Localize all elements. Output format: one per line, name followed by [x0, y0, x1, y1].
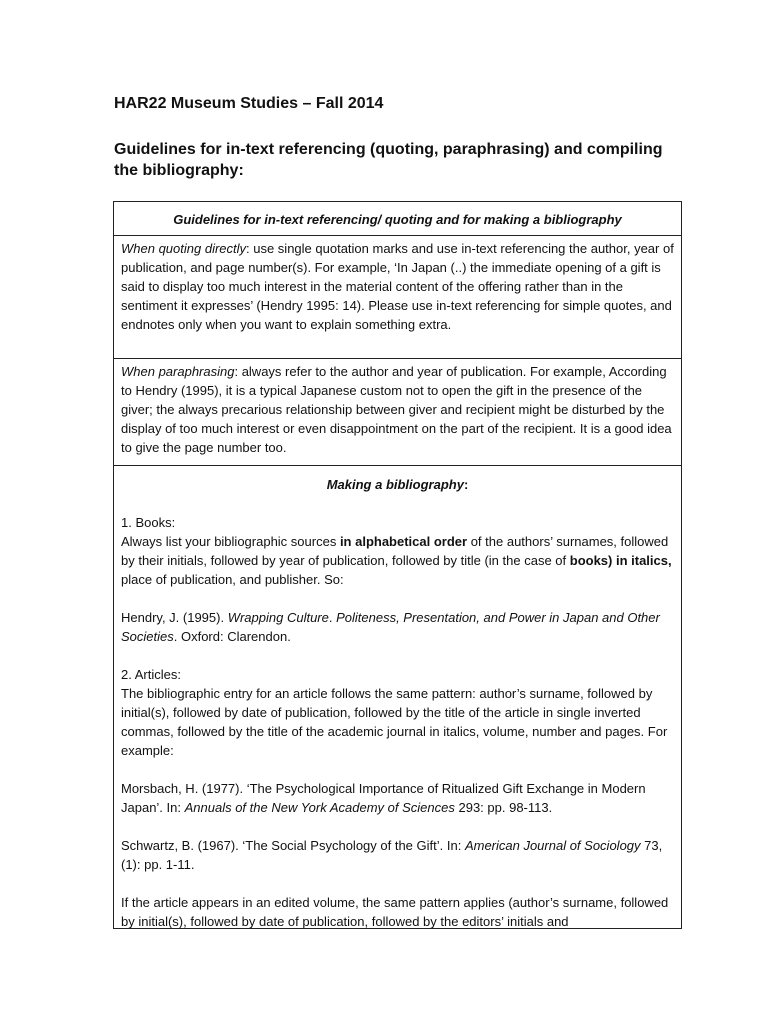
books-intro-bold-1: in alphabetical order — [339, 534, 468, 549]
books-heading: 1. Books: — [121, 515, 176, 530]
guidelines-table — [113, 201, 682, 929]
spacer — [121, 760, 674, 779]
bibliography-heading-colon: : — [463, 477, 469, 492]
articles-example-2-journal: American Journal of Sociology — [464, 838, 641, 853]
books-intro — [121, 532, 674, 589]
quoting-guideline-text — [121, 239, 674, 334]
articles-example-1-citation: Morsbach, H. (1977). ‘The Psychological Importance of Ritualized Gift Exchange in Modern Japan’. In: — [121, 781, 646, 815]
articles-example-2-citation: Schwartz, B. (1967). ‘The Social Psychology of the Gift’. In: — [121, 838, 465, 853]
spacer — [121, 494, 674, 513]
bibliography-cell — [114, 466, 681, 929]
paraphrasing-guideline-text — [121, 362, 674, 457]
spacer — [121, 589, 674, 608]
spacer — [121, 817, 674, 836]
books-intro-part-3: place of publication, and publisher. So: — [121, 572, 344, 587]
spacer — [121, 646, 674, 665]
articles-example-2 — [121, 836, 674, 874]
articles-example-2-pages: 73, (1): pp. 1-11. — [121, 838, 663, 872]
books-example-title-main: Wrapping Culture — [227, 610, 329, 625]
document-subtitle: Guidelines for in-text referencing (quoting, paraphrasing) and compiling the bibliography: — [114, 141, 663, 179]
articles-intro: The bibliographic entry for an article follows the same pattern: author’s surname, followed by initial(s), followed by date of publication, followed by the title of the article in single inverted commas, followed by the title of the academic journal in italics, volume, number and pages. For example: — [121, 686, 668, 758]
paraphrasing-label: When paraphrasing — [121, 364, 235, 379]
bibliography-heading-text: Making a bibliography — [326, 477, 464, 492]
paraphrasing-text: : always refer to the author and year of publication. For example, According to Hendry (1995), it is a typical Japanese custom not to open the gift in the presence of the giver; the always precarious relationship between giver and recipient might be disturbed by the display of too much interest or even disappointment on the part of the recipient. It is a good idea to give the page number too. — [121, 364, 672, 455]
articles-heading: 2. Articles: — [121, 667, 181, 682]
quoting-guideline-cell — [114, 236, 681, 359]
books-example-publisher: . Oxford: Clarendon. — [173, 629, 291, 644]
edited-volume-text: If the article appears in an edited volume, the same pattern applies (author’s surname, followed by initial(s), followed by date of publication, followed by the editors’ initials and — [121, 895, 669, 929]
quoting-label: When quoting directly — [121, 241, 247, 256]
table-heading: Guidelines for in-text referencing/ quoting and for making a bibliography — [114, 202, 681, 236]
books-example-author: Hendry, J. (1995). — [121, 610, 228, 625]
articles-example-1-journal: Annuals of the New York Academy of Sciences — [184, 800, 455, 815]
books-intro-bold-2: books) in italics, — [569, 553, 672, 568]
document-title: HAR22 Museum Studies – Fall 2014 — [114, 95, 384, 112]
bibliography-heading — [121, 475, 674, 494]
paraphrasing-guideline-cell — [114, 359, 681, 466]
books-example-title-sub: Politeness, Presentation, and Power in Japan and Other Societies — [121, 610, 660, 644]
books-intro-part-2: of the authors’ surnames, followed by their initials, followed by year of publication, followed by title (in the case of — [121, 534, 669, 568]
books-example — [121, 608, 674, 646]
articles-example-1-pages: 293: pp. 98-113. — [454, 800, 553, 815]
books-intro-part-1: Always list your bibliographic sources — [121, 534, 340, 549]
quoting-text: : use single quotation marks and use in-text referencing the author, year of publication, and page number(s). For example, ‘In Japan (..) the immediate opening of a gift is said to display too much interest in the material content of the offering rather than in the sentiment it expresses’ (Hendry 1995: 14). Please use in-text referencing for simple quotes, and endnotes only when you want to explain something extra. — [121, 241, 674, 332]
spacer — [121, 874, 674, 893]
articles-example-1 — [121, 779, 674, 817]
books-example-separator: . — [328, 610, 337, 625]
